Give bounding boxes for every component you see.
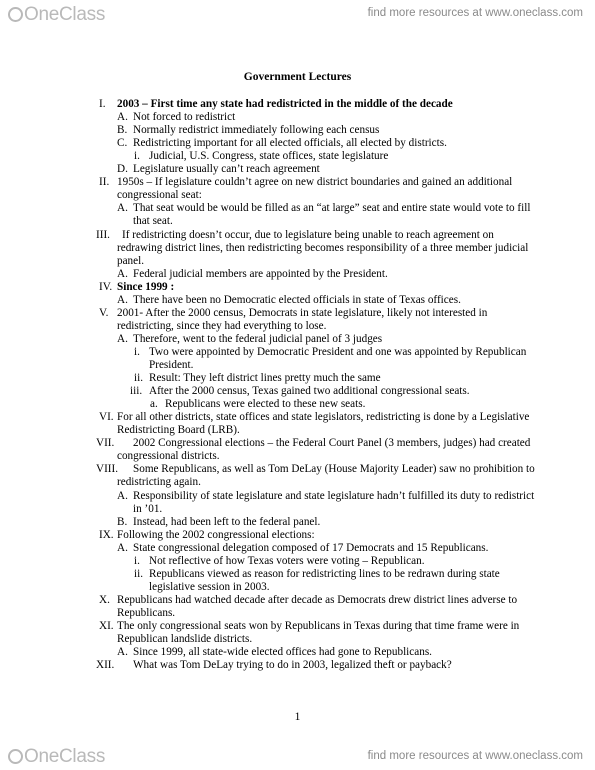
- outline-text: Republicans.: [117, 606, 176, 619]
- outline-text: Following the 2002 congressional elections:: [117, 528, 315, 541]
- outline-marker: i.: [134, 150, 140, 163]
- outline-marker: A.: [117, 646, 128, 659]
- outline-text: in ’01.: [133, 502, 163, 515]
- outline-text: For all other districts, state offices and state legislators, redistricting is done by a Legislative: [117, 411, 530, 424]
- page-number: 1: [294, 711, 301, 723]
- outline-marker: A.: [117, 202, 128, 215]
- logo-icon: [8, 7, 23, 22]
- logo-text: OneClass: [24, 4, 106, 25]
- outline-marker: B.: [117, 124, 128, 137]
- outline-marker: D.: [117, 163, 128, 176]
- outline-marker: ii.: [134, 567, 144, 580]
- outline-marker: XI.: [99, 620, 114, 632]
- outline-text: 2002 Congressional elections – the Federal Court Panel (3 members, judges) had created: [133, 437, 531, 450]
- resources-link[interactable]: find more resources at www.oneclass.com: [367, 7, 583, 19]
- outline-text: Republicans were elected to these new seats.: [165, 398, 366, 411]
- outline-text: redistricting again.: [117, 476, 201, 489]
- outline-text: Not forced to redistrict: [133, 111, 236, 124]
- outline-marker: X.: [99, 593, 110, 606]
- outline-marker: IV.: [99, 280, 113, 293]
- outline-text: 1950s – If legislature couldn’t agree on new district boundaries and gained an additional: [117, 176, 513, 189]
- outline-text: 2001- After the 2000 census, Democrats in state legislature, likely not interested in: [117, 306, 488, 319]
- outline-text: Republicans viewed as reason for redistricting lines to be redrawn during state: [149, 567, 500, 580]
- footer-resources-link[interactable]: find more resources at www.oneclass.com: [367, 750, 583, 762]
- outline-marker: IX.: [99, 528, 114, 541]
- outline-text: that seat.: [133, 215, 173, 228]
- outline-text: After the 2000 census, Texas gained two additional congressional seats.: [149, 385, 470, 398]
- outline-marker: A.: [117, 293, 128, 306]
- outline-marker: III.: [96, 228, 110, 241]
- outline-text: congressional districts.: [117, 450, 220, 463]
- outline-text: The only congressional seats won by Republicans in Texas during that time frame were in: [117, 620, 520, 632]
- outline-text: Republican landslide districts.: [117, 633, 253, 646]
- outline-text: Legislature usually can’t reach agreement: [133, 163, 320, 176]
- outline-text: Result: They left district lines pretty much the same: [149, 372, 381, 385]
- outline-marker: a.: [150, 398, 158, 411]
- outline-text: Two were appointed by Democratic President and one was appointed by Republican: [149, 345, 527, 358]
- outline-text: There have been no Democratic elected officials in state of Texas offices.: [133, 293, 461, 306]
- outline-text: Since 1999 :: [117, 280, 175, 293]
- outline-text: Since 1999, all state-wide elected offices had gone to Republicans.: [133, 646, 432, 659]
- outline-text: Judicial, U.S. Congress, state offices, state legislature: [149, 150, 389, 163]
- outline-text: If redistricting doesn’t occur, due to legislature being unable to reach agreement on: [122, 228, 494, 241]
- outline-text: Republicans had watched decade after decade as Democrats drew district lines adverse to: [117, 593, 518, 606]
- outline-marker: B.: [117, 515, 128, 528]
- outline-text: Normally redistrict immediately following each census: [133, 124, 380, 137]
- outline-marker: i.: [134, 345, 140, 358]
- header-bar: [0, 0, 595, 28]
- outline-marker: ii.: [134, 372, 144, 385]
- outline-text: Some Republicans, as well as Tom DeLay (House Majority Leader) saw no prohibition to: [133, 463, 535, 476]
- outline-text: President.: [149, 359, 194, 371]
- outline-text: Therefore, went to the federal judicial panel of 3 judges: [133, 332, 383, 345]
- outline-marker: XII.: [96, 659, 115, 672]
- outline-text: Redistricting important for all elected officials, all elected by districts.: [133, 137, 447, 150]
- oneclass-logo[interactable]: [8, 4, 105, 26]
- outline-text: congressional seat:: [117, 189, 202, 202]
- outline-text: Redistricting Board (LRB).: [117, 424, 240, 437]
- outline-marker: C.: [117, 137, 128, 150]
- outline-marker: i.: [134, 554, 140, 567]
- outline-text: 2003 – First time any state had redistricted in the middle of the decade: [117, 98, 453, 110]
- footer-oneclass-logo[interactable]: [8, 746, 105, 768]
- document-title: Government Lectures: [243, 71, 352, 83]
- footer-logo-icon: [8, 749, 23, 764]
- outline-text: Federal judicial members are appointed by the President.: [133, 267, 388, 280]
- outline-text: Responsibility of state legislature and state legislature hadn’t fulfilled its duty to redistrict: [133, 489, 535, 502]
- outline-marker: VI.: [99, 411, 114, 424]
- outline-text: What was Tom DeLay trying to do in 2003, legalized theft or payback?: [133, 659, 452, 672]
- outline-text: panel.: [117, 254, 145, 267]
- outline-marker: I.: [99, 98, 106, 110]
- outline-text: Instead, had been left to the federal panel.: [133, 515, 321, 528]
- outline-text: redistricting, since they had everything to lose.: [117, 319, 327, 332]
- outline-marker: A.: [117, 489, 128, 502]
- footer-bar: [0, 742, 595, 770]
- outline-marker: VII.: [96, 437, 115, 450]
- outline-marker: A.: [117, 332, 128, 345]
- outline-marker: A.: [117, 111, 128, 124]
- outline-text: State congressional delegation composed of 17 Democrats and 15 Republicans.: [133, 541, 489, 554]
- outline-marker: VIII.: [96, 463, 119, 476]
- outline-text: Not reflective of how Texas voters were voting – Republican.: [149, 554, 425, 567]
- outline-marker: II.: [99, 176, 110, 189]
- outline-marker: A.: [117, 267, 128, 280]
- footer-logo-text: OneClass: [24, 746, 106, 767]
- outline-marker: iii.: [130, 385, 143, 398]
- outline-marker: A.: [117, 541, 128, 554]
- outline-text: redrawing district lines, then redistricting becomes responsibility of a three member judicial: [117, 241, 529, 254]
- outline-text: legislative session in 2003.: [149, 580, 270, 593]
- outline-marker: V.: [99, 306, 109, 319]
- outline-text: That seat would be would be filled as an “at large” seat and entire state would vote to fill: [133, 202, 531, 215]
